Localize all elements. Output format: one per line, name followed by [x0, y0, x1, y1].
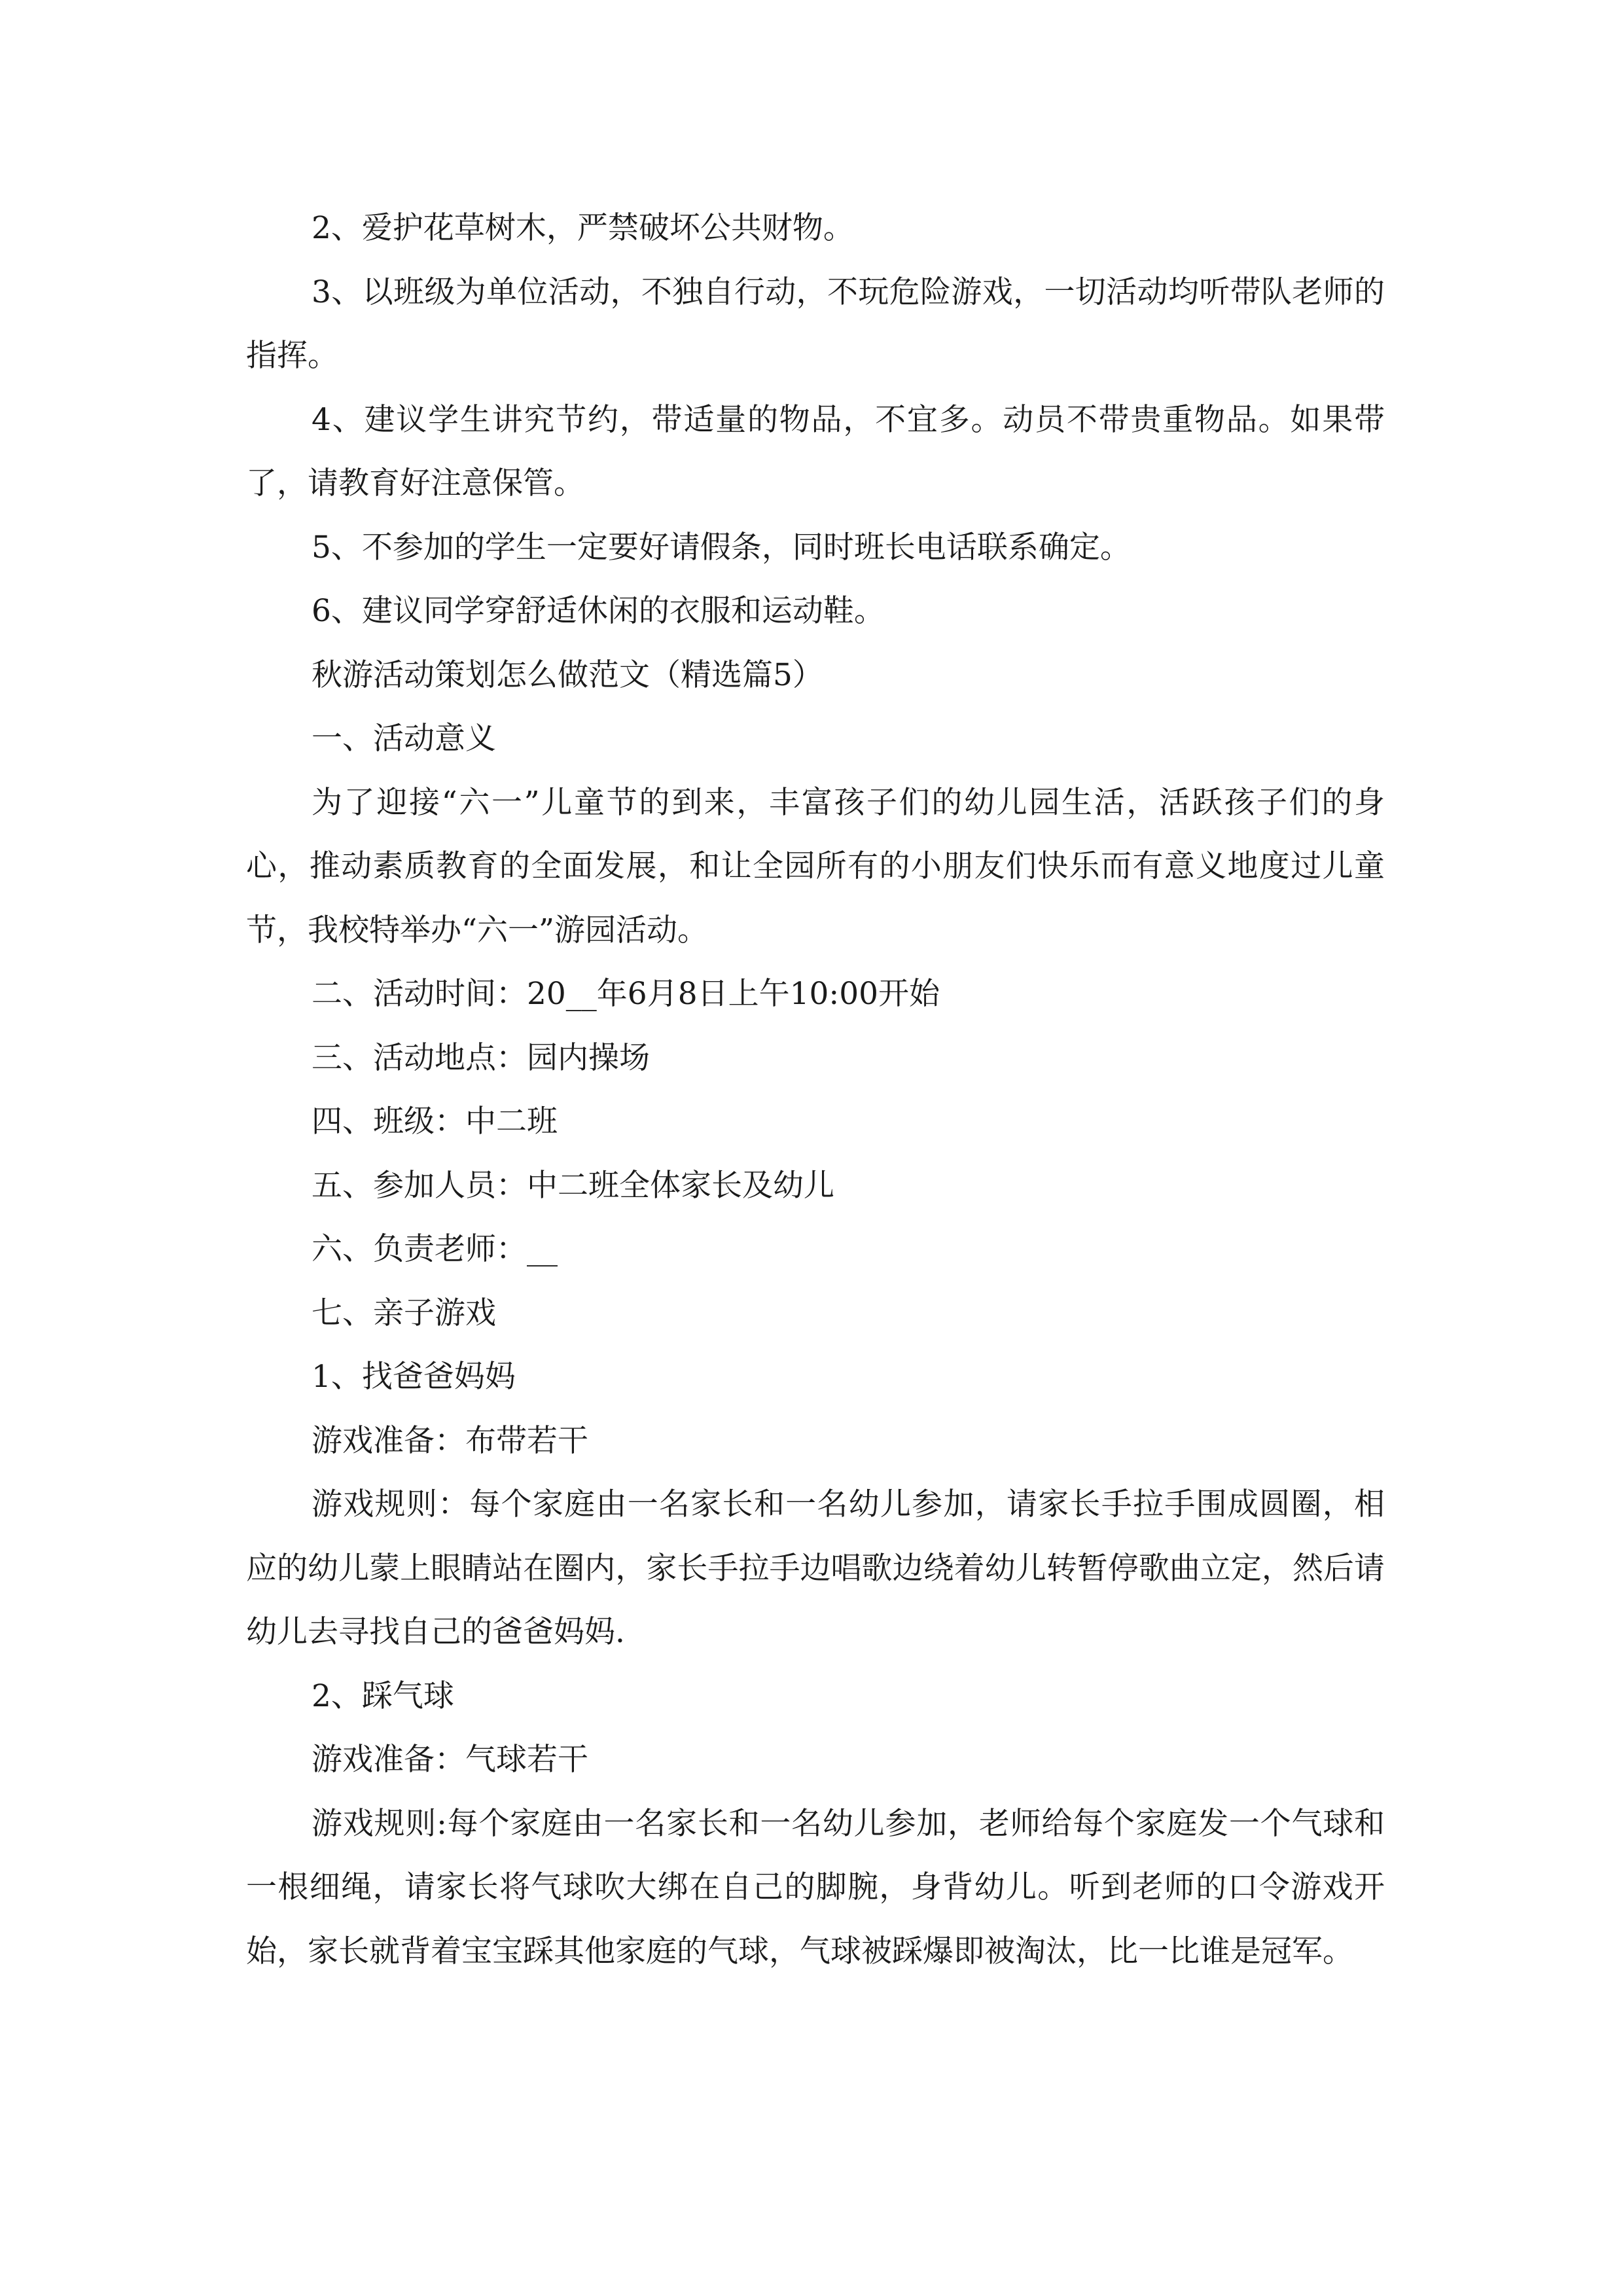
activity-class: 四、班级：中二班: [312, 1103, 558, 1139]
activity-time: 二、活动时间：20__年6月8日上午10:00开始: [312, 976, 940, 1012]
activity-teacher: 六、负责老师：__: [312, 1231, 558, 1267]
paragraph-rule-2: 2、爱护花草树木，严禁破坏公共财物。: [312, 210, 854, 246]
section-title: 秋游活动策划怎么做范文（精选篇5）: [312, 656, 823, 693]
game-2-title: 2、踩气球: [312, 1677, 454, 1714]
game-2-preparation: 游戏准备：气球若干: [312, 1742, 588, 1778]
paragraph-rule-3: 3、以班级为单位活动，不独自行动，不玩危险游戏，一切活动均听带队老师的指挥。: [246, 274, 1385, 374]
paragraph-rule-4: 4、建议学生讲究节约，带适量的物品，不宜多。动员不带贵重物品。如果带了，请教育好注意保管。: [246, 401, 1385, 501]
game-1-rules: 游戏规则：每个家庭由一名家长和一名幼儿参加，请家长手拉手围成圆圈，相应的幼儿蒙上眼睛站在圈内，家长手拉手边唱歌边绕着幼儿转暂停歌曲立定，然后请幼儿去寻找自己的爸爸妈妈.: [246, 1486, 1385, 1650]
paragraph-rule-5: 5、不参加的学生一定要好请假条，同时班长电话联系确定。: [312, 529, 1131, 565]
paragraph-purpose: 为了迎接“六一”儿童节的到来，丰富孩子们的幼儿园生活，活跃孩子们的身心，推动素质教育的全面发展，和让全园所有的小朋友们快乐而有意义地度过儿童节，我校特举办“六一”游园活动。: [246, 784, 1385, 948]
heading-activity-purpose: 一、活动意义: [312, 721, 496, 757]
game-2-rules: 游戏规则:每个家庭由一名家长和一名幼儿参加，老师给每个家庭发一个气球和一根细绳，请家长将气球吹大绑在自己的脚腕，身背幼儿。听到老师的口令游戏开始，家长就背着宝宝踩其他家庭的气球，气球被踩爆即被淘汰，比一比谁是冠军。: [246, 1805, 1385, 1969]
activity-location: 三、活动地点：园内操场: [312, 1039, 650, 1076]
activity-participants: 五、参加人员：中二班全体家长及幼儿: [312, 1167, 834, 1204]
heading-parent-child-games: 七、亲子游戏: [312, 1295, 496, 1331]
paragraph-rule-6: 6、建议同学穿舒适休闲的衣服和运动鞋。: [312, 593, 885, 629]
document-body: [246, 196, 1385, 1983]
game-1-preparation: 游戏准备：布带若干: [312, 1422, 588, 1459]
game-1-title: 1、找爸爸妈妈: [312, 1359, 516, 1395]
